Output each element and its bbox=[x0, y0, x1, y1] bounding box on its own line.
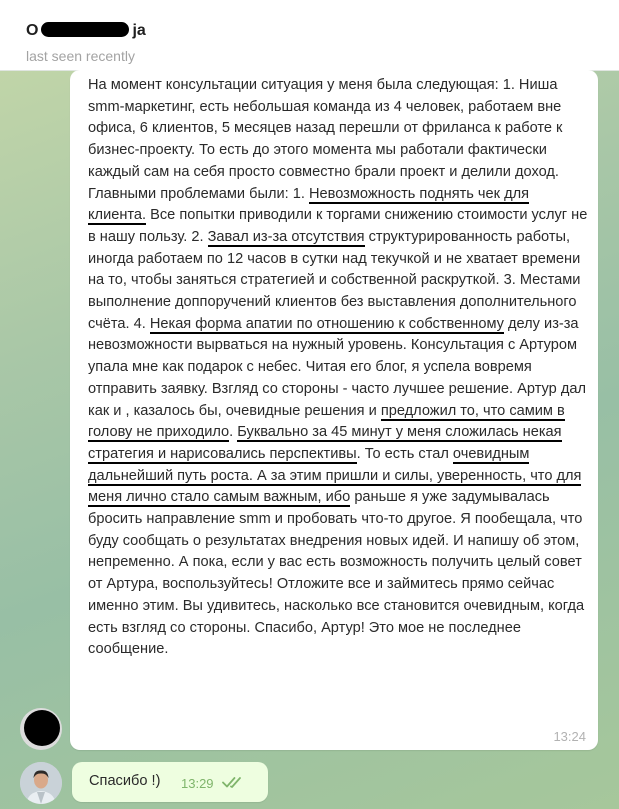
incoming-message-bubble[interactable] bbox=[70, 70, 598, 750]
name-redaction bbox=[41, 22, 129, 37]
user-avatar-image bbox=[20, 762, 62, 804]
user-avatar[interactable] bbox=[20, 762, 62, 804]
underlined-segment: Некая форма апатии по отношению к собственному bbox=[149, 315, 504, 332]
message-time: 13:24 bbox=[553, 729, 586, 744]
reply-text: Спасибо !) bbox=[89, 773, 161, 789]
underlined-segment: Завал из-за отсутствия bbox=[207, 228, 365, 245]
message-text bbox=[88, 75, 588, 661]
underlined-segment: Буквально за 45 минут у меня сложилась некая стратегия и нарисовались перспективы bbox=[88, 424, 562, 462]
contact-name-prefix: O bbox=[26, 22, 39, 39]
contact-status: last seen recently bbox=[26, 48, 135, 64]
contact-name[interactable] bbox=[26, 22, 146, 40]
text-segment: структурированность работы, иногда работаем по 12 часов в сутки над текучкой и не хватает времени на то, чтобы заняться стратегией и собственной раскруткой. 3. Местами выполнение доппоручений клиентов без выставления дополнительного счёта. 4. bbox=[88, 228, 581, 332]
text-segment: . То есть стал bbox=[356, 445, 453, 462]
text-segment: делу из-за невозможности вырваться на нужный уровень. Консультация с Артуром упала мне как подарок с небес. Читая его блог, я успела вовремя отправить заявку. Взгляд со стороны - часто лучшее решение. Артур дал как и , казалось бы, очевидные решения и bbox=[88, 315, 586, 419]
avatar-redaction bbox=[24, 710, 60, 746]
double-check-icon bbox=[222, 775, 246, 789]
outgoing-message-bubble[interactable] bbox=[72, 762, 268, 802]
text-segment: . bbox=[229, 424, 238, 441]
sender-avatar[interactable] bbox=[20, 708, 62, 750]
underlined-segment: Невозможность поднять чек для клиента. bbox=[88, 185, 530, 224]
text-segment: Все попытки приводили к торгами снижению стоимости услуг не в нашу пользу. 2. bbox=[88, 207, 588, 245]
text-segment: раньше я уже задумывалась бросить направление smm и пробовать что-то другое. Я пообещала, что буду сообщать о результатах внедрения новых идей. И напишу об этом, непременно. А пока, если у вас есть возможность получить целый совет от Артура, воспользуйтесь! Отложите все и займитесь прямо сейчас именно этим. Вы удивитесь, насколько все становится очевидным, когда есть взгляд со стороны. Спасибо, Артур! Это мое не последнее сообщение. bbox=[88, 489, 585, 658]
chat-header[interactable] bbox=[0, 0, 619, 71]
underlined-segment: очевидным дальнейший путь роста. А за этим пришли и силы, уверенность, что для меня лично стало самым важным, ибо bbox=[88, 445, 582, 506]
text-segment: На момент консультации ситуация у меня была следующая: 1. Ниша smm-маркетинг, есть небольшая команда из 4 человек, работаем вне офиса, 6 клиентов, 5 месяцев назад перешли от фриланса к работе к бизнес-проекту. То есть до этого момента мы работали фактически каждый сам на себя просто совместно брали проект и делили доход. Главными проблемами были: 1. bbox=[88, 77, 563, 202]
contact-name-suffix: ja bbox=[132, 22, 146, 39]
underlined-segment: предложил то, что самим в голову не приходило bbox=[88, 402, 565, 441]
reply-time: 13:29 bbox=[181, 776, 214, 791]
